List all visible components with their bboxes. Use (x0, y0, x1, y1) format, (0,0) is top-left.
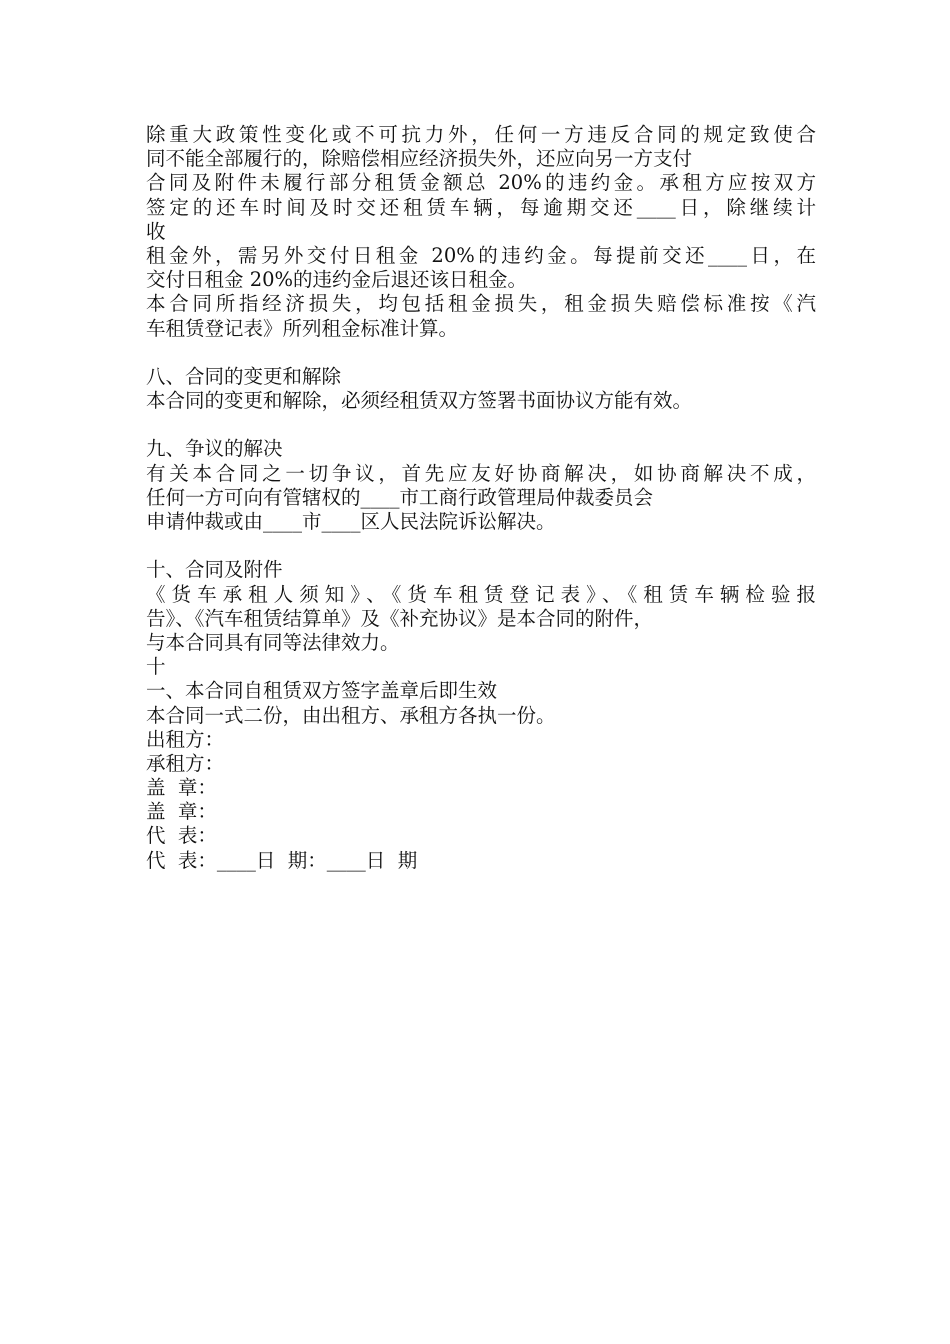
section-heading: 八、合同的变更和解除 (146, 364, 342, 388)
spacer (146, 534, 816, 558)
section-heading: 十 (146, 655, 166, 679)
signature-line-seal: 盖 章： (146, 800, 217, 824)
paragraph-line: 除重大政策性变化或不可抗力外，任何一方违反合同的规定致使合 (146, 123, 816, 146)
section-heading: 九、争议的解决 (146, 437, 283, 461)
paragraph-line: 收 (146, 219, 166, 243)
signature-line-lessor: 出租方： (146, 727, 225, 751)
paragraph-line: 申请仲裁或由____市____区人民法院诉讼解决。 (146, 510, 556, 533)
signature-block (146, 728, 816, 873)
paragraph-line: 本合同一式二份，由出租方、承租方各执一份。 (146, 703, 556, 727)
signature-line-seal: 盖 章： (146, 776, 217, 800)
paragraph-line: 租金外，需另外交付日租金 20%的违约金。每提前交还____日，在 (146, 243, 816, 267)
spacer (146, 413, 816, 437)
paragraph-line: 有关本合同之一切争议，首先应友好协商解决，如协商解决不成， (146, 461, 816, 485)
signature-line-representative-date: 代 表：____日 期：____日 期 (146, 848, 418, 872)
paragraph-line: 任何一方可向有管辖权的____市工商行政管理局仲裁委员会 (146, 485, 654, 509)
paragraph-line: 交付日租金 20%的违约金后退还该日租金。 (146, 268, 528, 292)
section-10 (146, 558, 816, 655)
paragraph-line: 车租赁登记表》所列租金标准计算。 (146, 316, 459, 340)
paragraph-line: 本合同所指经济损失，均包括租金损失，租金损失赔偿标准按《汽 (146, 292, 816, 316)
paragraph-line: 《货车承租人须知》、《货车租赁登记表》、《租赁车辆检验报 (146, 582, 816, 606)
paragraph-line: 合同及附件未履行部分租赁金额总 20%的违约金。承租方应按双方 (146, 171, 816, 195)
section-heading: 一、本合同自租赁双方签字盖章后即生效 (146, 679, 498, 703)
breach-clause (146, 123, 816, 341)
paragraph-line: 本合同的变更和解除，必须经租赁双方签署书面协议方能有效。 (146, 389, 693, 413)
section-8 (146, 365, 816, 413)
paragraph-line: 同不能全部履行的，除赔偿相应经济损失外，还应向另一方支付 (146, 147, 693, 171)
signature-line-lessee: 承租方： (146, 751, 225, 775)
section-9 (146, 437, 816, 534)
paragraph-line: 告》、《汽车租赁结算单》及《补充协议》是本合同的附件， (146, 606, 654, 630)
section-11 (146, 655, 816, 728)
spacer (146, 341, 816, 365)
contract-text (146, 123, 816, 873)
section-heading: 十、合同及附件 (146, 558, 283, 582)
paragraph-line: 签定的还车时间及时交还租赁车辆，每逾期交还____日，除继续计 (146, 195, 816, 219)
paragraph-line: 与本合同具有同等法律效力。 (146, 630, 400, 654)
signature-line-representative: 代 表： (146, 824, 217, 848)
